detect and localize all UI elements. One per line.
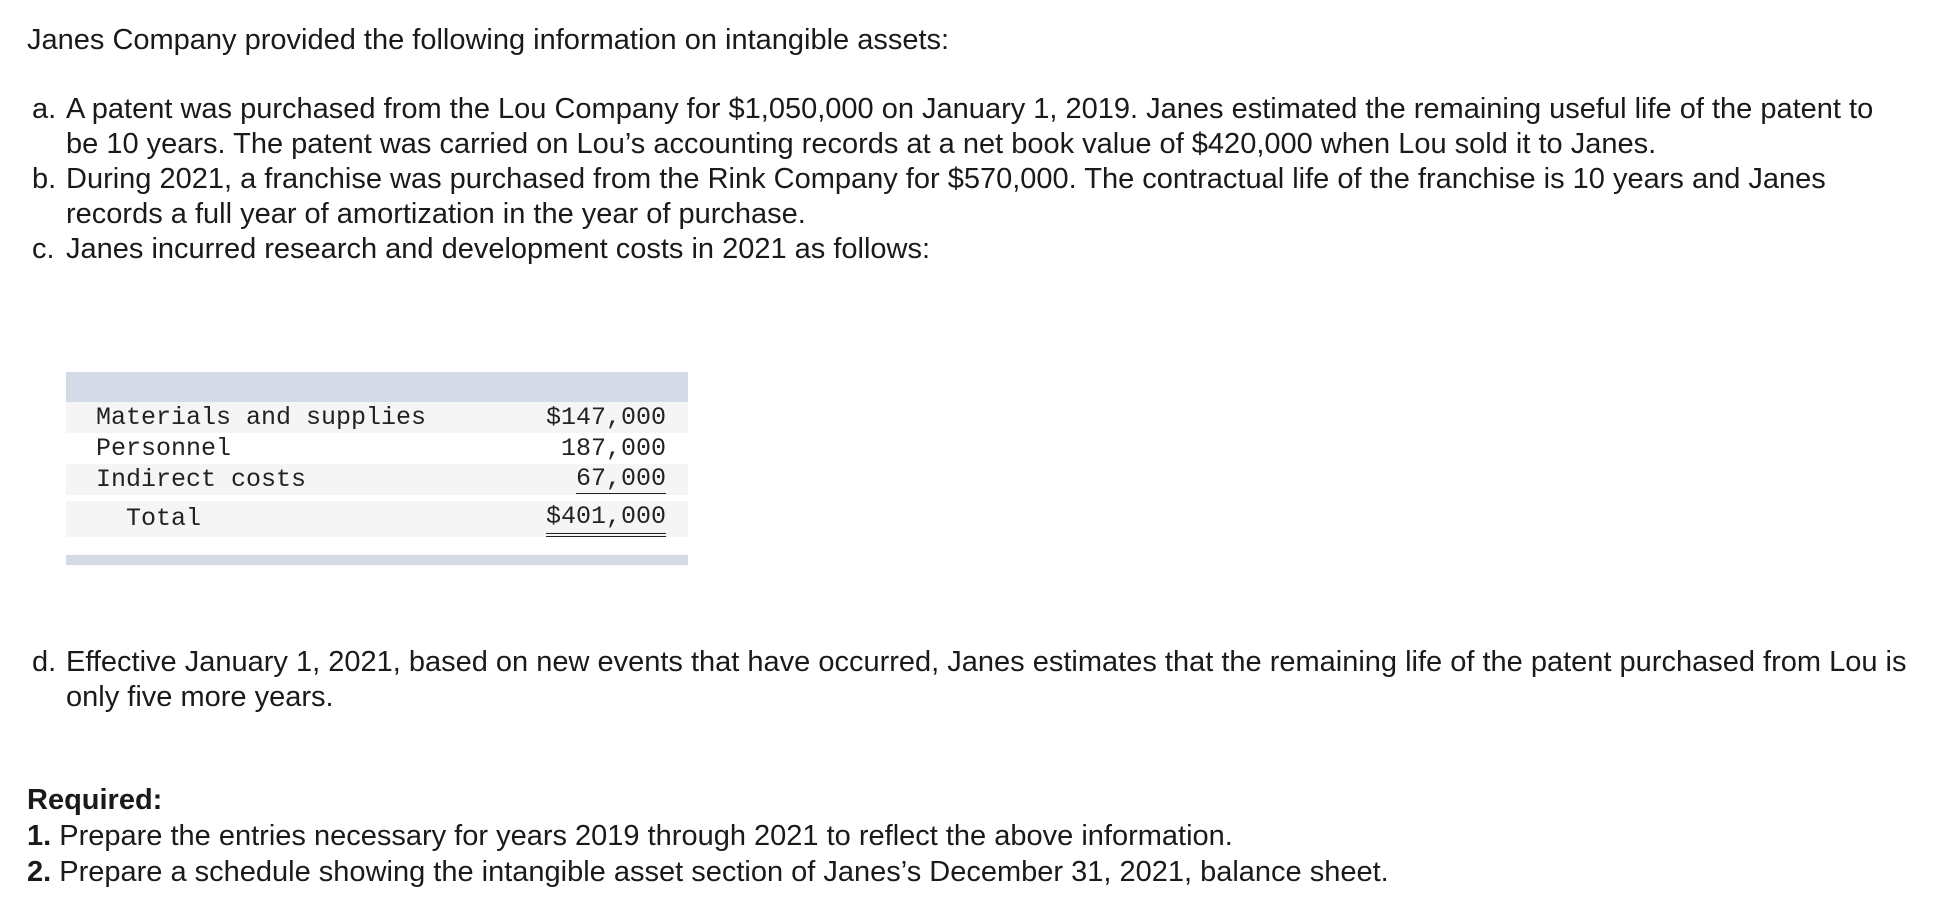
table-row [66, 402, 688, 433]
table-header-bar [66, 372, 688, 402]
table-row [66, 464, 688, 495]
total-amount: $401,000 [546, 501, 666, 537]
required-section [27, 782, 1389, 890]
requirement-number: 2. [27, 856, 52, 888]
row-label: Personnel [96, 434, 232, 463]
row-label: Indirect costs [96, 465, 307, 494]
item-d-body [27, 645, 1907, 715]
item-text: A patent was purchased from the Lou Company for $1,050,000 on January 1, 2019. Janes estimated the remaining useful life of the patent to be 10 years. The patent was carried on Lou’s accounting records at a net book value of $420,000 when Lou sold it to Janes. [66, 93, 1874, 160]
row-amount: $147,000 [545, 403, 666, 432]
item-letter: b. [32, 163, 57, 195]
item-text: Effective January 1, 2021, based on new events that have occurred, Janes estimates that the remaining life of the patent purchased from Lou is only five more years. [66, 646, 1907, 713]
item-letter: d. [32, 646, 57, 678]
row-label: Materials and supplies [96, 403, 427, 432]
item-text: Janes incurred research and development costs in 2021 as follows: [66, 233, 931, 265]
item-list [27, 92, 1907, 267]
rd-costs-table [66, 372, 688, 565]
requirement-text: Prepare a schedule showing the intangible asset section of Janes’s December 31, 2021, balance sheet. [59, 856, 1389, 888]
item-letter: c. [32, 233, 55, 265]
row-amount: 67,000 [575, 464, 666, 493]
table-total-row [66, 501, 688, 537]
intro-text: Janes Company provided the following information on intangible assets: [27, 24, 950, 56]
required-heading: Required: [27, 784, 163, 816]
requirement-text: Prepare the entries necessary for years 2019 through 2021 to reflect the above information. [59, 820, 1233, 852]
item-letter: a. [32, 93, 57, 125]
item-b [27, 162, 1907, 232]
requirement-1 [27, 818, 1389, 854]
row-amount: 187,000 [560, 434, 666, 463]
requirement-number: 1. [27, 820, 52, 852]
table-row [66, 433, 688, 464]
item-a [27, 92, 1907, 162]
item-text: During 2021, a franchise was purchased from the Rink Company for $570,000. The contractual life of the franchise is 10 years and Janes records a full year of amortization in the year of purchase. [66, 163, 1826, 230]
total-label: Total [126, 504, 202, 533]
item-d [27, 645, 1907, 715]
table-footer-bar [66, 555, 688, 565]
requirement-2 [27, 854, 1389, 890]
item-c [27, 232, 1907, 267]
